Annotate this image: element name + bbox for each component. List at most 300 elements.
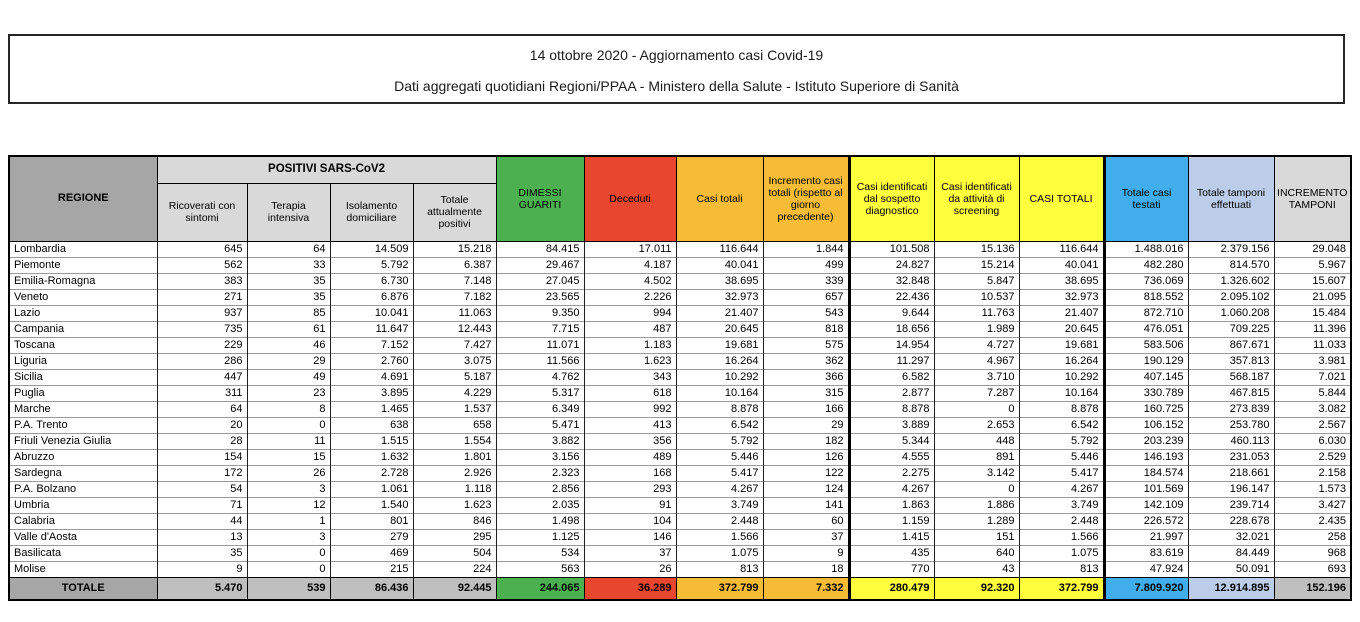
- region-name: Lombardia: [9, 241, 157, 257]
- region-name: Molise: [9, 561, 157, 577]
- total-row: [9, 577, 1351, 600]
- report-title-box: [8, 34, 1345, 104]
- data-cell: 23: [247, 385, 330, 401]
- data-cell: 19.681: [676, 337, 763, 353]
- data-cell: 182: [763, 433, 849, 449]
- data-cell: 26: [584, 561, 676, 577]
- data-cell: 467.815: [1188, 385, 1274, 401]
- total-cell: 244.065: [496, 577, 584, 600]
- data-cell: 9: [157, 561, 247, 577]
- data-cell: 16.264: [1019, 353, 1104, 369]
- data-cell: 21.407: [1019, 305, 1104, 321]
- data-cell: 9.350: [496, 305, 584, 321]
- col-header-totale-attualmente-positivi: Totale attualmente positivi: [413, 183, 496, 241]
- data-cell: 11.763: [934, 305, 1019, 321]
- region-name: Campania: [9, 321, 157, 337]
- region-name: Valle d'Aosta: [9, 529, 157, 545]
- data-cell: 26: [247, 465, 330, 481]
- data-cell: 3.882: [496, 433, 584, 449]
- data-cell: 801: [330, 513, 413, 529]
- data-cell: 2.728: [330, 465, 413, 481]
- region-name: Sardegna: [9, 465, 157, 481]
- data-cell: 1.863: [849, 497, 934, 513]
- data-cell: 1.554: [413, 433, 496, 449]
- region-name: Calabria: [9, 513, 157, 529]
- total-cell: 5.470: [157, 577, 247, 600]
- data-cell: 295: [413, 529, 496, 545]
- data-cell: 1.159: [849, 513, 934, 529]
- total-cell: 372.799: [1019, 577, 1104, 600]
- region-name: Puglia: [9, 385, 157, 401]
- data-cell: 4.267: [849, 481, 934, 497]
- table-row: [9, 449, 1351, 465]
- data-cell: 203.239: [1104, 433, 1188, 449]
- data-cell: 29.467: [496, 257, 584, 273]
- data-cell: 1: [247, 513, 330, 529]
- data-cell: 253.780: [1188, 417, 1274, 433]
- region-name: Friuli Venezia Giulia: [9, 433, 157, 449]
- table-row: [9, 369, 1351, 385]
- data-cell: 21.997: [1104, 529, 1188, 545]
- data-cell: 657: [763, 289, 849, 305]
- data-cell: 3: [247, 529, 330, 545]
- data-cell: 504: [413, 545, 496, 561]
- data-cell: 638: [330, 417, 413, 433]
- region-name: Marche: [9, 401, 157, 417]
- data-cell: 20.645: [1019, 321, 1104, 337]
- region-name: Emilia-Romagna: [9, 273, 157, 289]
- report-title: 14 ottobre 2020 - Aggiornamento casi Covid-19: [529, 47, 824, 63]
- data-cell: 2.653: [934, 417, 1019, 433]
- region-name: Veneto: [9, 289, 157, 305]
- data-cell: 2.856: [496, 481, 584, 497]
- data-cell: 64: [247, 241, 330, 257]
- data-cell: 122: [763, 465, 849, 481]
- data-cell: 8: [247, 401, 330, 417]
- data-cell: 3.075: [413, 353, 496, 369]
- table-row: [9, 241, 1351, 257]
- data-cell: 85: [247, 305, 330, 321]
- col-header-totale-tamponi: Totale tamponi effettuati: [1188, 156, 1274, 241]
- data-cell: 0: [247, 417, 330, 433]
- data-cell: 21.407: [676, 305, 763, 321]
- data-cell: 543: [763, 305, 849, 321]
- data-cell: 11: [247, 433, 330, 449]
- data-cell: 37: [763, 529, 849, 545]
- region-name: P.A. Trento: [9, 417, 157, 433]
- data-cell: 1.989: [934, 321, 1019, 337]
- data-cell: 6.030: [1274, 433, 1351, 449]
- col-header-casi-totali-upper: CASI TOTALI: [1019, 156, 1104, 241]
- data-cell: 4.691: [330, 369, 413, 385]
- data-cell: 9: [763, 545, 849, 561]
- data-cell: 1.075: [1019, 545, 1104, 561]
- data-cell: 71: [157, 497, 247, 513]
- data-cell: 1.623: [413, 497, 496, 513]
- data-cell: 146: [584, 529, 676, 545]
- report-subtitle: Dati aggregati quotidiani Regioni/PPAA - Ministero della Salute - Istituto Superiore di Sanità: [394, 78, 959, 94]
- data-cell: 562: [157, 257, 247, 273]
- data-cell: 15.607: [1274, 273, 1351, 289]
- data-cell: 11.297: [849, 353, 934, 369]
- data-cell: 460.113: [1188, 433, 1274, 449]
- data-cell: 101.508: [849, 241, 934, 257]
- data-cell: 867.671: [1188, 337, 1274, 353]
- data-cell: 5.967: [1274, 257, 1351, 273]
- data-cell: 151: [934, 529, 1019, 545]
- data-cell: 0: [934, 401, 1019, 417]
- data-cell: 4.762: [496, 369, 584, 385]
- data-cell: 3.142: [934, 465, 1019, 481]
- data-cell: 4.727: [934, 337, 1019, 353]
- data-cell: 4.502: [584, 273, 676, 289]
- data-cell: 7.148: [413, 273, 496, 289]
- data-cell: 499: [763, 257, 849, 273]
- table-row: [9, 257, 1351, 273]
- table-body: [9, 241, 1351, 600]
- data-cell: 15.136: [934, 241, 1019, 257]
- data-cell: 16.264: [676, 353, 763, 369]
- data-cell: 1.886: [934, 497, 1019, 513]
- data-cell: 5.844: [1274, 385, 1351, 401]
- data-cell: 14.954: [849, 337, 934, 353]
- data-cell: 8.878: [676, 401, 763, 417]
- data-cell: 1.566: [1019, 529, 1104, 545]
- data-cell: 736.069: [1104, 273, 1188, 289]
- data-cell: 5.847: [934, 273, 1019, 289]
- data-cell: 258: [1274, 529, 1351, 545]
- data-cell: 2.877: [849, 385, 934, 401]
- data-cell: 231.053: [1188, 449, 1274, 465]
- data-cell: 2.226: [584, 289, 676, 305]
- data-cell: 17.011: [584, 241, 676, 257]
- data-cell: 7.152: [330, 337, 413, 353]
- data-cell: 476.051: [1104, 321, 1188, 337]
- table-row: [9, 321, 1351, 337]
- data-cell: 279: [330, 529, 413, 545]
- data-cell: 6.542: [676, 417, 763, 433]
- data-cell: 273.839: [1188, 401, 1274, 417]
- data-cell: 116.644: [676, 241, 763, 257]
- data-cell: 992: [584, 401, 676, 417]
- data-cell: 5.344: [849, 433, 934, 449]
- data-cell: 160.725: [1104, 401, 1188, 417]
- data-cell: 116.644: [1019, 241, 1104, 257]
- data-cell: 448: [934, 433, 1019, 449]
- data-cell: 994: [584, 305, 676, 321]
- data-cell: 1.061: [330, 481, 413, 497]
- data-cell: 6.876: [330, 289, 413, 305]
- data-cell: 366: [763, 369, 849, 385]
- data-cell: 339: [763, 273, 849, 289]
- region-name: Umbria: [9, 497, 157, 513]
- data-cell: 1.844: [763, 241, 849, 257]
- data-cell: 362: [763, 353, 849, 369]
- data-cell: 14.509: [330, 241, 413, 257]
- data-cell: 23.565: [496, 289, 584, 305]
- data-cell: 124: [763, 481, 849, 497]
- data-cell: 11.647: [330, 321, 413, 337]
- data-cell: 1.060.208: [1188, 305, 1274, 321]
- data-cell: 49: [247, 369, 330, 385]
- data-cell: 7.715: [496, 321, 584, 337]
- data-cell: 4.229: [413, 385, 496, 401]
- covid-data-table: [8, 155, 1352, 601]
- data-cell: 20: [157, 417, 247, 433]
- data-cell: 6.582: [849, 369, 934, 385]
- data-cell: 4.267: [676, 481, 763, 497]
- data-cell: 937: [157, 305, 247, 321]
- data-cell: 469: [330, 545, 413, 561]
- data-cell: 482.280: [1104, 257, 1188, 273]
- data-cell: 15.214: [934, 257, 1019, 273]
- data-cell: 3.749: [676, 497, 763, 513]
- data-cell: 645: [157, 241, 247, 257]
- total-cell: 539: [247, 577, 330, 600]
- data-cell: 29.048: [1274, 241, 1351, 257]
- data-cell: 1.118: [413, 481, 496, 497]
- data-cell: 101.569: [1104, 481, 1188, 497]
- data-cell: 5.417: [1019, 465, 1104, 481]
- data-cell: 1.488.016: [1104, 241, 1188, 257]
- data-cell: 5.417: [676, 465, 763, 481]
- region-name: Piemonte: [9, 257, 157, 273]
- data-cell: 11.566: [496, 353, 584, 369]
- data-cell: 10.164: [1019, 385, 1104, 401]
- data-cell: 658: [413, 417, 496, 433]
- data-cell: 7.427: [413, 337, 496, 353]
- data-cell: 239.714: [1188, 497, 1274, 513]
- data-cell: 7.021: [1274, 369, 1351, 385]
- data-cell: 32.848: [849, 273, 934, 289]
- data-cell: 489: [584, 449, 676, 465]
- data-cell: 413: [584, 417, 676, 433]
- col-header-incremento-casi-totali: Incremento casi totali (rispetto al giorno precedente): [763, 156, 849, 241]
- table-row: [9, 353, 1351, 369]
- data-cell: 3: [247, 481, 330, 497]
- table-row: [9, 305, 1351, 321]
- data-cell: 142.109: [1104, 497, 1188, 513]
- data-cell: 13: [157, 529, 247, 545]
- data-cell: 3.082: [1274, 401, 1351, 417]
- data-cell: 126: [763, 449, 849, 465]
- data-cell: 3.749: [1019, 497, 1104, 513]
- total-cell: 152.196: [1274, 577, 1351, 600]
- data-cell: 15: [247, 449, 330, 465]
- data-cell: 814.570: [1188, 257, 1274, 273]
- table-row: [9, 385, 1351, 401]
- data-cell: 383: [157, 273, 247, 289]
- total-cell: 7.809.920: [1104, 577, 1188, 600]
- data-cell: 40.041: [676, 257, 763, 273]
- data-cell: 1.632: [330, 449, 413, 465]
- table-row: [9, 497, 1351, 513]
- col-header-dimessi-guariti: DIMESSI GUARITI: [496, 156, 584, 241]
- data-cell: 2.035: [496, 497, 584, 513]
- data-cell: 35: [247, 273, 330, 289]
- data-cell: 83.619: [1104, 545, 1188, 561]
- data-cell: 2.275: [849, 465, 934, 481]
- data-cell: 2.095.102: [1188, 289, 1274, 305]
- table-row: [9, 401, 1351, 417]
- data-cell: 5.317: [496, 385, 584, 401]
- table-row: [9, 417, 1351, 433]
- data-cell: 29: [247, 353, 330, 369]
- data-cell: 166: [763, 401, 849, 417]
- data-cell: 43: [934, 561, 1019, 577]
- data-cell: 18.656: [849, 321, 934, 337]
- data-cell: 6.730: [330, 273, 413, 289]
- data-cell: 5.471: [496, 417, 584, 433]
- data-cell: 818.552: [1104, 289, 1188, 305]
- data-cell: 190.129: [1104, 353, 1188, 369]
- data-cell: 7.287: [934, 385, 1019, 401]
- data-cell: 1.566: [676, 529, 763, 545]
- total-cell: 372.799: [676, 577, 763, 600]
- total-label: TOTALE: [9, 577, 157, 600]
- data-cell: 2.448: [1019, 513, 1104, 529]
- table-row: [9, 513, 1351, 529]
- total-cell: 280.479: [849, 577, 934, 600]
- data-cell: 35: [157, 545, 247, 561]
- data-cell: 21.095: [1274, 289, 1351, 305]
- data-cell: 1.540: [330, 497, 413, 513]
- data-cell: 2.567: [1274, 417, 1351, 433]
- data-cell: 11.063: [413, 305, 496, 321]
- data-cell: 435: [849, 545, 934, 561]
- data-cell: 12.443: [413, 321, 496, 337]
- col-header-casi-sospetto-diagnostico: Casi identificati dal sospetto diagnostico: [849, 156, 934, 241]
- region-name: Abruzzo: [9, 449, 157, 465]
- data-cell: 20.645: [676, 321, 763, 337]
- data-cell: 968: [1274, 545, 1351, 561]
- data-cell: 15.484: [1274, 305, 1351, 321]
- data-cell: 640: [934, 545, 1019, 561]
- data-cell: 12: [247, 497, 330, 513]
- data-cell: 568.187: [1188, 369, 1274, 385]
- col-header-isolamento-domiciliare: Isolamento domiciliare: [330, 183, 413, 241]
- data-cell: 218.661: [1188, 465, 1274, 481]
- table-header: [9, 156, 1351, 241]
- data-cell: 534: [496, 545, 584, 561]
- table-row: [9, 433, 1351, 449]
- data-cell: 37: [584, 545, 676, 561]
- data-cell: 27.045: [496, 273, 584, 289]
- data-cell: 1.515: [330, 433, 413, 449]
- data-cell: 0: [247, 545, 330, 561]
- table-row: [9, 289, 1351, 305]
- data-cell: 1.415: [849, 529, 934, 545]
- data-cell: 3.427: [1274, 497, 1351, 513]
- data-cell: 172: [157, 465, 247, 481]
- data-cell: 343: [584, 369, 676, 385]
- data-cell: 10.041: [330, 305, 413, 321]
- data-cell: 1.537: [413, 401, 496, 417]
- data-cell: 44: [157, 513, 247, 529]
- data-cell: 10.537: [934, 289, 1019, 305]
- data-cell: 11.396: [1274, 321, 1351, 337]
- data-cell: 50.091: [1188, 561, 1274, 577]
- data-cell: 2.379.156: [1188, 241, 1274, 257]
- data-cell: 32.021: [1188, 529, 1274, 545]
- data-cell: 224: [413, 561, 496, 577]
- data-cell: 61: [247, 321, 330, 337]
- data-cell: 846: [413, 513, 496, 529]
- data-cell: 575: [763, 337, 849, 353]
- data-cell: 315: [763, 385, 849, 401]
- data-cell: 4.187: [584, 257, 676, 273]
- data-cell: 196.147: [1188, 481, 1274, 497]
- data-cell: 2.448: [676, 513, 763, 529]
- data-cell: 8.878: [1019, 401, 1104, 417]
- data-cell: 228.678: [1188, 513, 1274, 529]
- data-cell: 286: [157, 353, 247, 369]
- data-cell: 5.792: [330, 257, 413, 273]
- data-cell: 2.529: [1274, 449, 1351, 465]
- total-cell: 7.332: [763, 577, 849, 600]
- total-cell: 92.320: [934, 577, 1019, 600]
- region-name: Lazio: [9, 305, 157, 321]
- region-name: Toscana: [9, 337, 157, 353]
- data-cell: 0: [934, 481, 1019, 497]
- data-cell: 583.506: [1104, 337, 1188, 353]
- data-cell: 2.435: [1274, 513, 1351, 529]
- data-cell: 40.041: [1019, 257, 1104, 273]
- data-cell: 5.792: [1019, 433, 1104, 449]
- data-cell: 47.924: [1104, 561, 1188, 577]
- data-cell: 5.792: [676, 433, 763, 449]
- data-cell: 184.574: [1104, 465, 1188, 481]
- data-cell: 226.572: [1104, 513, 1188, 529]
- data-cell: 10.292: [1019, 369, 1104, 385]
- data-cell: 33: [247, 257, 330, 273]
- region-name: Basilicata: [9, 545, 157, 561]
- table-row: [9, 481, 1351, 497]
- data-cell: 1.075: [676, 545, 763, 561]
- col-header-regione: REGIONE: [9, 156, 157, 241]
- data-cell: 872.710: [1104, 305, 1188, 321]
- data-cell: 104: [584, 513, 676, 529]
- data-cell: 1.183: [584, 337, 676, 353]
- data-cell: 229: [157, 337, 247, 353]
- region-name: P.A. Bolzano: [9, 481, 157, 497]
- data-cell: 271: [157, 289, 247, 305]
- data-cell: 28: [157, 433, 247, 449]
- data-cell: 1.326.602: [1188, 273, 1274, 289]
- data-cell: 3.710: [934, 369, 1019, 385]
- data-cell: 146.193: [1104, 449, 1188, 465]
- data-cell: 447: [157, 369, 247, 385]
- data-cell: 32.973: [676, 289, 763, 305]
- data-cell: 818: [763, 321, 849, 337]
- data-cell: 24.827: [849, 257, 934, 273]
- table-row: [9, 529, 1351, 545]
- data-cell: 4.967: [934, 353, 1019, 369]
- data-cell: 38.695: [676, 273, 763, 289]
- data-cell: 141: [763, 497, 849, 513]
- data-cell: 1.498: [496, 513, 584, 529]
- data-cell: 106.152: [1104, 417, 1188, 433]
- data-cell: 11.071: [496, 337, 584, 353]
- col-header-terapia-intensiva: Terapia intensiva: [247, 183, 330, 241]
- data-cell: 357.813: [1188, 353, 1274, 369]
- region-name: Sicilia: [9, 369, 157, 385]
- data-cell: 10.164: [676, 385, 763, 401]
- total-cell: 86.436: [330, 577, 413, 600]
- data-cell: 5.446: [676, 449, 763, 465]
- data-cell: 5.446: [1019, 449, 1104, 465]
- data-cell: 813: [1019, 561, 1104, 577]
